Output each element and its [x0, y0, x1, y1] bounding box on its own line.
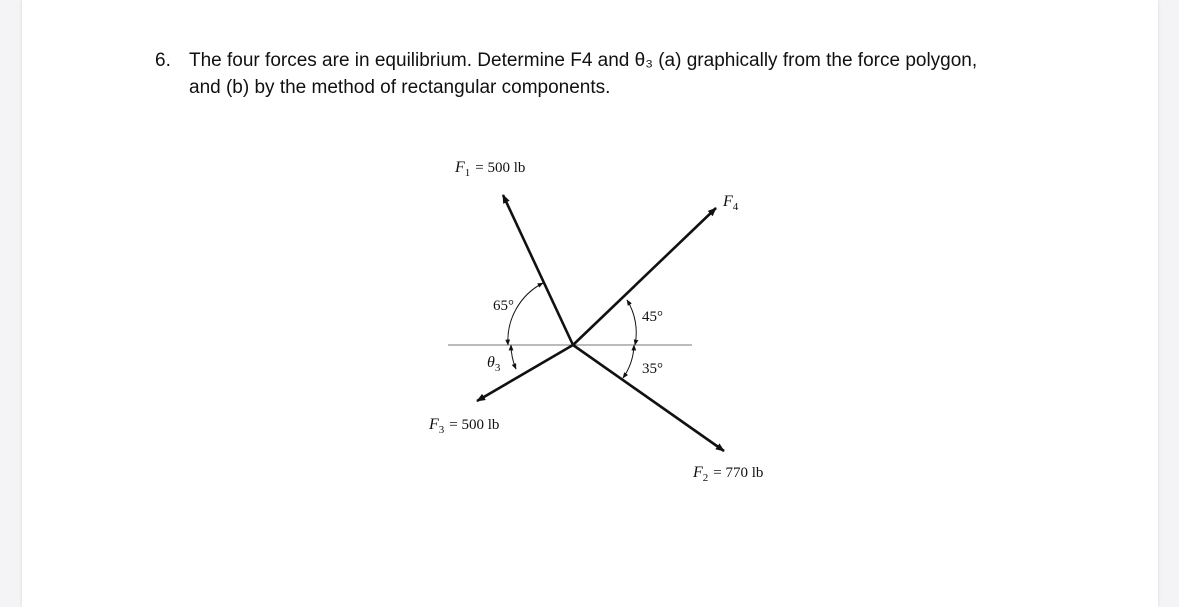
- problem-number: 6.: [155, 50, 171, 71]
- f4-label: $F_4$: [723, 193, 739, 213]
- angle-65-arc: [508, 283, 543, 345]
- problem-line-1: The four forces are in equilibrium. Determine F4 and θ₃ (a) graphically from the force polygon,: [189, 50, 978, 71]
- angle-35-arc: [623, 345, 634, 378]
- angle-35-label: 35°: [642, 361, 663, 377]
- problem-line-2: and (b) by the method of rectangular components.: [189, 77, 611, 98]
- f2-label: $F_2 = 770$ lb: [693, 464, 764, 484]
- angle-45-label: 45°: [642, 309, 663, 325]
- angle-theta3-arc: [511, 345, 516, 369]
- force-f1-arrow: [503, 195, 573, 345]
- f3-label: $F_3 = 500$ lb: [429, 416, 500, 436]
- angle-45-arc: [627, 300, 636, 345]
- angle-65-label: 65°: [493, 298, 514, 314]
- f1-label: $F_1 = 500$ lb: [455, 159, 526, 179]
- theta3-label: $\theta_3$: [487, 354, 501, 374]
